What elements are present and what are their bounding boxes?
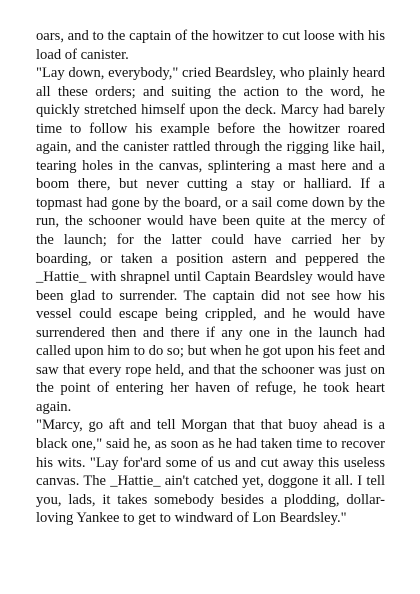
paragraph-1: oars, and to the captain of the howitzer to cut loose with his load of canister. [36,28,385,63]
paragraph-2: "Lay down, everybody," cried Beardsley, who plainly heard all these orders; and suiting the action to the word, he quickly stretched himself upon the deck. Marcy had barely time to follow his example before the howitzer roared again, and the canister rattled through the rigging like hail, tearing holes in the canvas, splintering a mast here and a boom there, but never cutting a stay or halliard. If a topmast had gone by the board, or a sail come down by the run, the schooner would have been quite at the mercy of the launch; for the latter could have carried her by boarding, or taken a position astern and peppered the _Hattie_ with shrapnel until Captain Beardsley would have been glad to surrender. The captain did not see how his vessel could escape being crippled, and he would have surrendered then and there if any one in the launch had called upon him to do so; but when he got upon his feet and saw that every rope held, and that the schooner was just on the point of entering her haven of refuge, he took heart again. [36,65,385,415]
page-text [36,27,385,528]
paragraph-3: "Marcy, go aft and tell Morgan that that buoy ahead is a black one," said he, as soon as he had taken time to recover his wits. "Lay for'ard some of us and cut away this useless canvas. The _Hattie_ ain't catched yet, doggone it all. I tell you, lads, it takes somebody besides a plodding, dollar-loving Yankee to get to windward of Lon Beardsley." [36,417,385,527]
